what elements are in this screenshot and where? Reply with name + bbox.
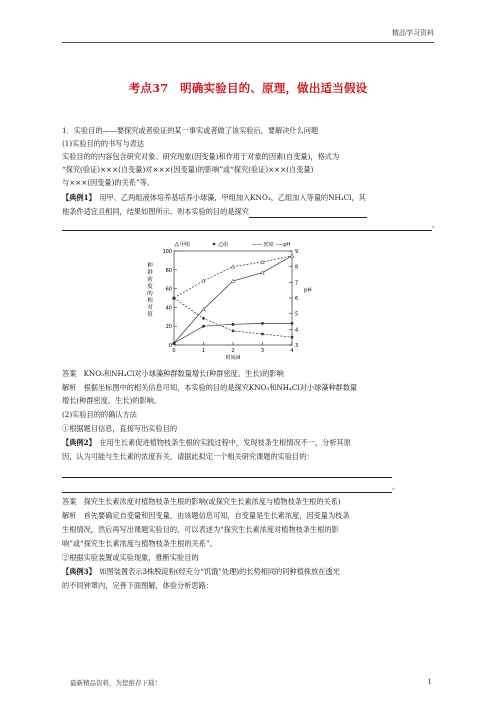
text-line: (2)实验目的的确认方法 <box>62 410 137 419</box>
example-label: 【典例3】 <box>62 567 93 576</box>
answer-blank[interactable] <box>62 483 392 493</box>
y-tick-label-right: 6 <box>295 296 299 302</box>
x-tick-label: 3 <box>260 348 265 354</box>
y-tick-label-left: 60 <box>165 286 172 293</box>
legend-entry: ----pH <box>276 242 291 248</box>
x-tick-label: 4 <box>290 348 294 354</box>
text-line: “探究(验证)×××(自变量)对×××(因变量)的影响”或“探究(验证)×××(自变量) <box>62 165 314 174</box>
density-ph-chart <box>140 239 370 361</box>
x-tick-label: 2 <box>231 348 235 354</box>
text-line: 与×××(因变量)的关系”等。 <box>62 178 155 187</box>
data-point-dot <box>291 336 294 339</box>
data-point-dot <box>173 342 176 345</box>
text-span: 在用生长素促进植物枝条生根的实践过程中，发现枝条生根情况不一，分析其原 <box>92 438 351 447</box>
answer-line: 答案 探究生长素浓度对植物枝条生根的影响(或探究生长素浓度与植物枝条生根的关系) <box>62 497 341 506</box>
answer-blank-line: 。 <box>62 219 436 231</box>
text-line: 响”或“探究生长素浓度与植物枝条生根的关系”。 <box>62 539 217 548</box>
text-line: (1)实验目的的书写与表达 <box>62 139 145 148</box>
text-span: 用甲、乙两组液体培养基培养小球藻，甲组加入KNO₃，乙组加入等量的NH₄Cl，其 <box>92 193 366 202</box>
answer-blank[interactable] <box>249 208 367 218</box>
answer-blank[interactable] <box>62 468 392 478</box>
data-point-dot <box>202 325 205 328</box>
example-label: 【典例2】 <box>62 438 93 447</box>
data-point-dot <box>232 323 235 326</box>
text-line: ①根据题目信息，直接写出实验目的 <box>62 424 178 433</box>
example-1-question <box>62 206 436 218</box>
example-2-line <box>62 437 436 449</box>
y-tick-label-left: 0 <box>168 343 172 349</box>
y-tick-label-left: 100 <box>162 249 172 255</box>
y-tick-label-left: 20 <box>165 324 172 331</box>
header-rule <box>62 42 434 43</box>
legend-marker-dot <box>213 243 216 246</box>
example-label: 【典例1】 <box>62 193 93 202</box>
page-number: 1 <box>427 678 432 686</box>
example-1-line <box>62 192 436 204</box>
text-line: 1．实验目的——要探究或者验证的某一事实或者做了该实验后，要解决什么问题 <box>62 126 319 135</box>
y-tick-label-right: 4 <box>295 327 299 334</box>
y-tick-label-right: 9 <box>295 249 299 255</box>
example-3-line <box>62 566 436 578</box>
text-line: ②根据实验装置或实验现象，推断实验目的 <box>62 553 199 562</box>
answer-blank[interactable] <box>62 221 432 231</box>
legend-entry: 甲组 <box>180 242 191 248</box>
analysis-line: 解析 首先要确定自变量和因变量。由该题信息可知，自变量是生长素浓度，因变量为枝条 <box>62 511 350 520</box>
analysis-line: 解析 根据坐标图中的相关信息可知，本实验的目的是探究KNO₃和NH₄Cl对小球藻种群数量 <box>62 383 358 392</box>
text-line: 因，认为可能与生长素的浓度有关。请据此拟定一个相关研究课题的实验目的： <box>62 452 314 461</box>
page-header: 精品学习资料 <box>392 29 434 37</box>
data-point-dot <box>261 322 264 325</box>
y-tick-label-right: 8 <box>295 264 299 271</box>
legend-entry: 乙组 <box>218 242 229 248</box>
y-tick-label-right: 5 <box>295 311 299 318</box>
answer-blank-line <box>62 466 436 478</box>
text-line: 的不同钟罩内，完善下面图解，体验分析思路： <box>62 581 213 590</box>
text-line: 实验目的的内容包含研究对象、研究现象(因变量)和作用于对象的因素(自变量)，格式为 <box>62 152 340 161</box>
data-point-dot <box>173 297 176 300</box>
section-title: 考点37 明确实验目的、原理，做出适当假设 <box>128 81 368 95</box>
text-span: 如图装置表示3株脱淀粉(经充分“饥饿”处理)的长势相同的同种植株放在透光 <box>92 567 340 576</box>
data-point-dot <box>232 330 235 333</box>
page-footer: 最新精品资料，为您推荐下载！ <box>70 679 161 687</box>
y-tick-label-right: 3 <box>295 343 299 349</box>
y-tick-label-left: 40 <box>165 305 172 312</box>
answer-blank-line: 。 <box>62 481 436 493</box>
y-tick-label-left: 80 <box>165 267 172 274</box>
text-span: 他条件适宜且相同，结果如图所示。则本实验的目的是探究 <box>62 207 249 216</box>
data-point-dot <box>261 333 264 336</box>
x-axis-label: 时间/d <box>225 355 241 361</box>
text-line: 生根情况，然后再写出课题实验目的，可以表述为“探究生长素浓度对植物枝条生根的影 <box>62 525 339 534</box>
x-tick-label: 0 <box>172 348 176 354</box>
left-axis-label: 种群密度的相对值 <box>147 263 153 318</box>
x-tick-label: 1 <box>201 348 206 354</box>
answer-line: 答案 KNO₃和NH₄Cl对小球藻种群数量增长(种群密度、生长)的影响 <box>62 369 284 378</box>
data-point-dot <box>202 317 205 320</box>
legend-entry: —— 密度 <box>252 242 274 248</box>
text-line: 增长(种群密度、生长)的影响。 <box>62 396 162 405</box>
data-point-dot <box>291 322 294 325</box>
right-axis-label: pH <box>304 287 312 294</box>
y-tick-label-right: 7 <box>295 280 299 287</box>
